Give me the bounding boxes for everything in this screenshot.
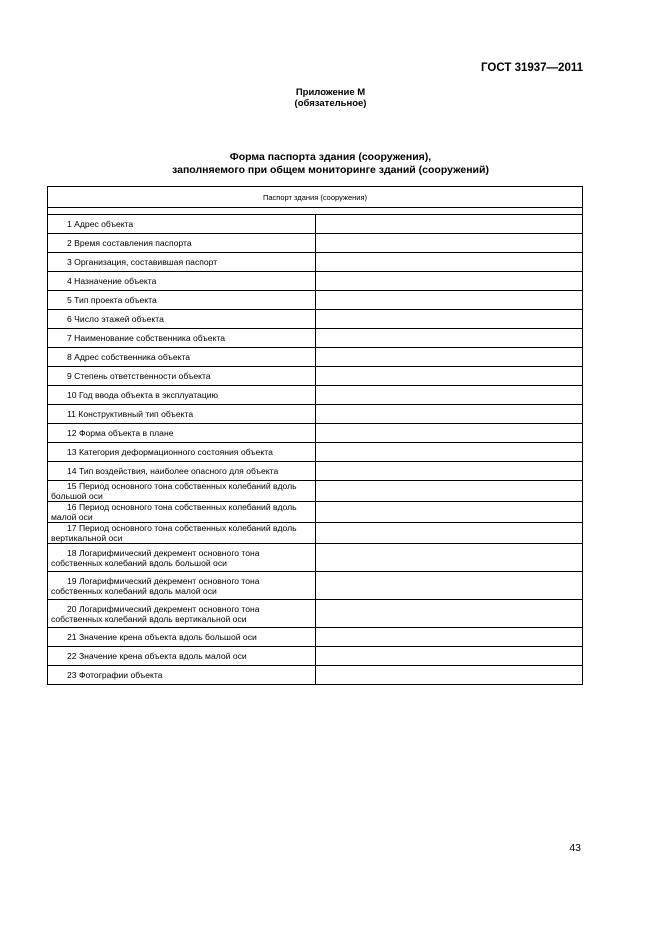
row-label (48, 367, 316, 386)
row-label-text: 8 Адрес собственника объекта (67, 352, 191, 362)
row-label-text: 12 Форма объекта в плане (67, 428, 174, 438)
row-label-text: 16 Период основного тона собственных колебаний вдоль малой оси (51, 502, 297, 522)
table-row (48, 348, 583, 367)
row-value-cell[interactable] (315, 600, 583, 628)
table-row (48, 502, 583, 523)
table-row (48, 666, 583, 685)
row-label (48, 481, 316, 502)
row-value-cell[interactable] (315, 544, 583, 572)
row-label-text: 20 Логарифмический декремент основного тона собственных колебаний вдоль вертикальной оси (51, 603, 260, 624)
row-value-cell[interactable] (315, 386, 583, 405)
row-label-text: 14 Тип воздействия, наиболее опасного для объекта (67, 466, 279, 476)
row-label (48, 647, 316, 666)
row-value-cell[interactable] (315, 215, 583, 234)
row-label-text: 10 Год ввода объекта в эксплуатацию (67, 390, 218, 400)
row-label-text: 7 Наименование собственника объекта (67, 333, 226, 343)
table-row (48, 367, 583, 386)
table-row (48, 272, 583, 291)
table-row (48, 329, 583, 348)
row-label-text: 15 Период основного тона собственных колебаний вдоль большой оси (51, 481, 297, 501)
row-value-cell[interactable] (315, 272, 583, 291)
appendix-title: Приложение М (295, 87, 366, 98)
row-label (48, 572, 316, 600)
row-label-text: 19 Логарифмический декремент основного тона собственных колебаний вдоль малой оси (51, 575, 260, 596)
table-row (48, 443, 583, 462)
table-row (48, 310, 583, 329)
row-label-text: 6 Число этажей объекта (67, 314, 164, 324)
row-label-text: 13 Категория деформационного состояния объекта (67, 447, 273, 457)
row-label-text: 22 Значение крена объекта вдоль малой оси (67, 651, 247, 661)
table-header: Паспорт здания (сооружения) (48, 187, 583, 208)
row-label (48, 234, 316, 253)
table-row (48, 291, 583, 310)
row-label (48, 443, 316, 462)
row-value-cell[interactable] (315, 405, 583, 424)
page-number: 43 (569, 842, 581, 854)
form-title-line1: Форма паспорта здания (сооружения), (229, 151, 432, 163)
row-label (48, 386, 316, 405)
row-value-cell[interactable] (315, 329, 583, 348)
row-label (48, 253, 316, 272)
table-row (48, 572, 583, 600)
table-row (48, 424, 583, 443)
table-row (48, 215, 583, 234)
table-row (48, 462, 583, 481)
row-value-cell[interactable] (315, 291, 583, 310)
row-value-cell[interactable] (315, 647, 583, 666)
row-value-cell[interactable] (315, 666, 583, 685)
table-row (48, 647, 583, 666)
row-value-cell[interactable] (315, 462, 583, 481)
table-spacer (48, 208, 583, 215)
row-label (48, 462, 316, 481)
row-value-cell[interactable] (315, 572, 583, 600)
row-label (48, 666, 316, 685)
row-value-cell[interactable] (315, 310, 583, 329)
row-value-cell[interactable] (315, 424, 583, 443)
row-label-text: 5 Тип проекта объекта (67, 295, 157, 305)
row-value-cell[interactable] (315, 481, 583, 502)
row-label (48, 348, 316, 367)
row-label-text: 23 Фотографии объекта (67, 670, 163, 680)
appendix-heading (0, 87, 661, 109)
row-label-text: 17 Период основного тона собственных колебаний вдоль вертикальной оси (51, 523, 297, 543)
standard-number: ГОСТ 31937—2011 (481, 62, 583, 74)
row-label (48, 628, 316, 647)
row-label-text: 18 Логарифмический декремент основного тона собственных колебаний вдоль большой оси (51, 547, 260, 568)
table-row (48, 481, 583, 502)
row-value-cell[interactable] (315, 234, 583, 253)
row-value-cell[interactable] (315, 443, 583, 462)
table-row (48, 405, 583, 424)
passport-table (47, 186, 583, 685)
row-label (48, 502, 316, 523)
form-title-line2: заполняемого при общем мониторинге зданий (сооружений) (172, 164, 489, 176)
table-row (48, 600, 583, 628)
row-label-text: 3 Организация, составившая паспорт (67, 257, 218, 267)
appendix-note: (обязательное) (294, 98, 367, 109)
row-label (48, 291, 316, 310)
row-label (48, 523, 316, 544)
row-label (48, 544, 316, 572)
row-label-text: 4 Назначение объекта (67, 276, 157, 286)
row-value-cell[interactable] (315, 348, 583, 367)
table-row (48, 628, 583, 647)
row-label (48, 424, 316, 443)
table-row (48, 253, 583, 272)
row-label-text: 1 Адрес объекта (67, 219, 134, 229)
row-label (48, 329, 316, 348)
table-row (48, 544, 583, 572)
row-label (48, 272, 316, 291)
row-label-text: 9 Степень ответственности объекта (67, 371, 211, 381)
row-label-text: 11 Конструктивный тип объекта (67, 409, 194, 419)
row-label (48, 405, 316, 424)
row-label-text: 21 Значение крена объекта вдоль большой оси (67, 632, 257, 642)
row-label-text: 2 Время составления паспорта (67, 238, 192, 248)
row-label (48, 310, 316, 329)
table-row (48, 386, 583, 405)
row-value-cell[interactable] (315, 523, 583, 544)
row-label (48, 600, 316, 628)
table-row (48, 234, 583, 253)
table-row (48, 523, 583, 544)
row-value-cell[interactable] (315, 628, 583, 647)
row-label (48, 215, 316, 234)
form-title (0, 151, 661, 177)
row-value-cell[interactable] (315, 502, 583, 523)
row-value-cell[interactable] (315, 367, 583, 386)
row-value-cell[interactable] (315, 253, 583, 272)
